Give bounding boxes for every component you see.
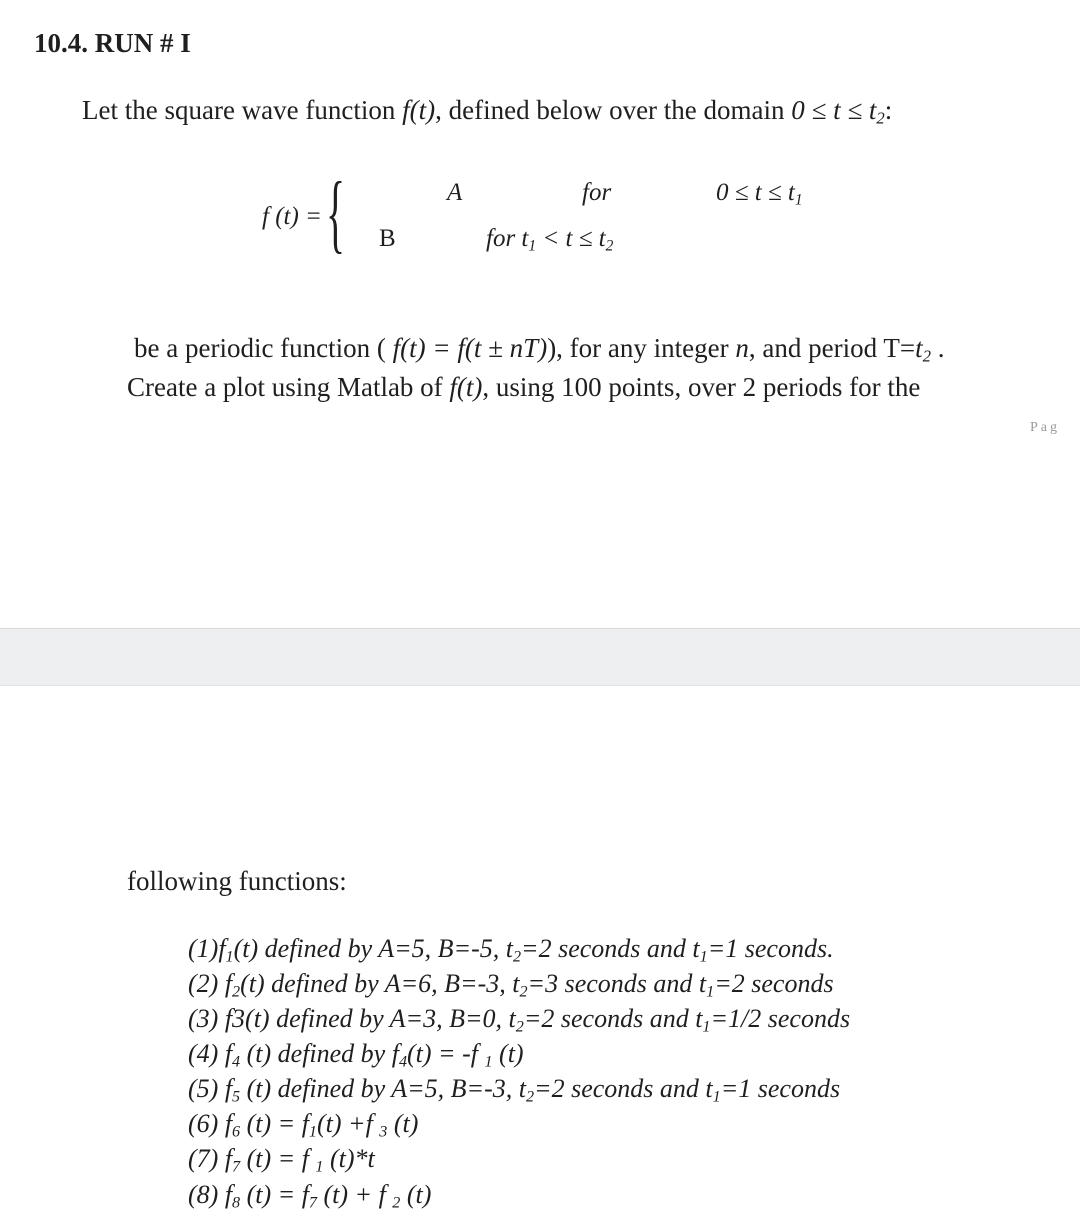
fn-text: (6) f [188,1109,233,1138]
function-item-4 [188,1039,524,1072]
periodic-formula: f(t) = f(t ± nT) [385,333,548,363]
function-item-6 [188,1109,418,1142]
fn-sub: 5 [232,1088,241,1106]
row2-cond-sub1: 1 [528,237,537,255]
fn-text: (t) [400,1180,432,1209]
function-item-8 [188,1180,431,1213]
definition-row1-for: for [582,179,612,206]
definition-row2-value: B [379,225,396,252]
fn-sub: 6 [232,1123,241,1141]
periodic-text3: , and period T= [748,333,916,363]
row1-cond-sub: 1 [794,191,803,209]
function-item-3 [188,1004,850,1037]
fn-sub: 2 [515,1018,524,1036]
row2-cond-sub2: 2 [605,237,614,255]
fn-sub: 4 [232,1053,241,1071]
intro-text2: , defined below over the domain [435,95,792,125]
definition-row1-value: A [447,179,463,206]
definition-row1-cond [716,179,803,209]
periodic-text2: ), for any integer [547,333,736,363]
fn-text: (3) f3(t) defined by A=3, B=0, t [188,1004,516,1033]
periodic-t: t [915,333,923,363]
fn-text: =2 seconds [714,969,834,998]
create-paragraph [127,372,920,403]
fn-sub: 1 [315,1158,324,1176]
intro-func: f(t) [402,95,436,125]
fn-text: (t) + f [316,1180,393,1209]
periodic-t-sub: 2 [922,346,931,366]
fn-text: =2 seconds and t [534,1074,713,1103]
page-gap-divider [0,628,1080,686]
fn-text: (t) defined by A=6, B=-3, t [240,969,520,998]
fn-text: =1/2 seconds [710,1004,851,1033]
periodic-n: n [735,333,749,363]
page-number: Pag [1030,420,1060,435]
fn-sub: 8 [232,1194,241,1212]
intro-domain-sub: 2 [876,108,885,128]
create-text1: Create a plot using Matlab of [127,372,450,402]
intro-text: Let the square wave function [82,95,403,125]
fn-sub: 2 [512,948,522,966]
row1-cond-text: 0 ≤ t ≤ t [716,179,795,206]
periodic-end: . [930,333,945,363]
fn-text: (8) f [188,1180,233,1209]
fn-sub: 1 [699,948,708,966]
fn-text: (5) f [188,1074,233,1103]
create-func: f(t) [449,372,483,402]
fn-sub: 2 [392,1194,401,1212]
fn-text: (t) [387,1109,419,1138]
fn-text: (7) f [188,1144,233,1173]
fn-text: (t) +f [316,1109,380,1138]
fn-sub: 1 [308,1123,317,1141]
definition-row2-cond [486,225,613,255]
fn-text: (t) defined by f [240,1039,399,1068]
function-item-5 [188,1074,840,1107]
fn-sub: 1 [712,1088,721,1106]
fn-sub: 1 [702,1018,711,1036]
fn-sub: 2 [232,983,241,1001]
fn-sub: 2 [519,983,528,1001]
fn-text: =2 seconds and t [521,934,700,963]
create-text2: , using 100 points, over 2 periods for the [482,372,921,402]
fn-sub: 3 [379,1123,388,1141]
fn-text: (t) defined by A=5, B=-3, t [240,1074,526,1103]
fn-sub: 1 [484,1053,493,1071]
fn-text: (4) f [188,1039,233,1068]
function-item-7 [188,1144,375,1177]
fn-text: =1 seconds. [707,934,834,963]
intro-paragraph [82,95,892,129]
intro-domain: 0 ≤ t ≤ t [791,95,877,125]
section-heading: 10.4. RUN # I [34,28,191,58]
function-item-2 [188,969,834,1002]
fn-text: =3 seconds and t [527,969,707,998]
function-item-1 [188,934,834,967]
fn-text: (2) f [188,969,233,998]
fn-text: (t) defined by A=5, B=-5, t [233,934,513,963]
fn-text: (t) = f [240,1109,309,1138]
periodic-text1: be a periodic function ( [134,333,386,363]
fn-sub: 7 [308,1194,317,1212]
fn-sub: 1 [225,948,234,966]
periodic-paragraph [134,333,944,367]
fn-sub: 7 [232,1158,241,1176]
fn-text: (t) = -f [407,1039,485,1068]
fn-text: (t) = f [240,1144,316,1173]
row2-cond-mid: < t ≤ t [536,225,606,252]
intro-colon: : [884,95,893,125]
fn-sub: 4 [398,1053,408,1071]
row2-cond-text: for t [486,225,529,252]
fn-sub: 1 [706,983,715,1001]
brace-symbol: { [326,165,346,262]
following-functions-label: following functions: [127,866,347,896]
fn-text: (t) [492,1039,524,1068]
fn-text: (t) = f [240,1180,309,1209]
fn-sub: 2 [525,1088,535,1106]
fn-text: =1 seconds [720,1074,841,1103]
fn-text: =2 seconds and t [523,1004,703,1033]
fn-text: (t)*t [323,1144,375,1173]
fn-text: (1)f [188,934,226,963]
definition-lhs: f (t) = [262,203,322,230]
